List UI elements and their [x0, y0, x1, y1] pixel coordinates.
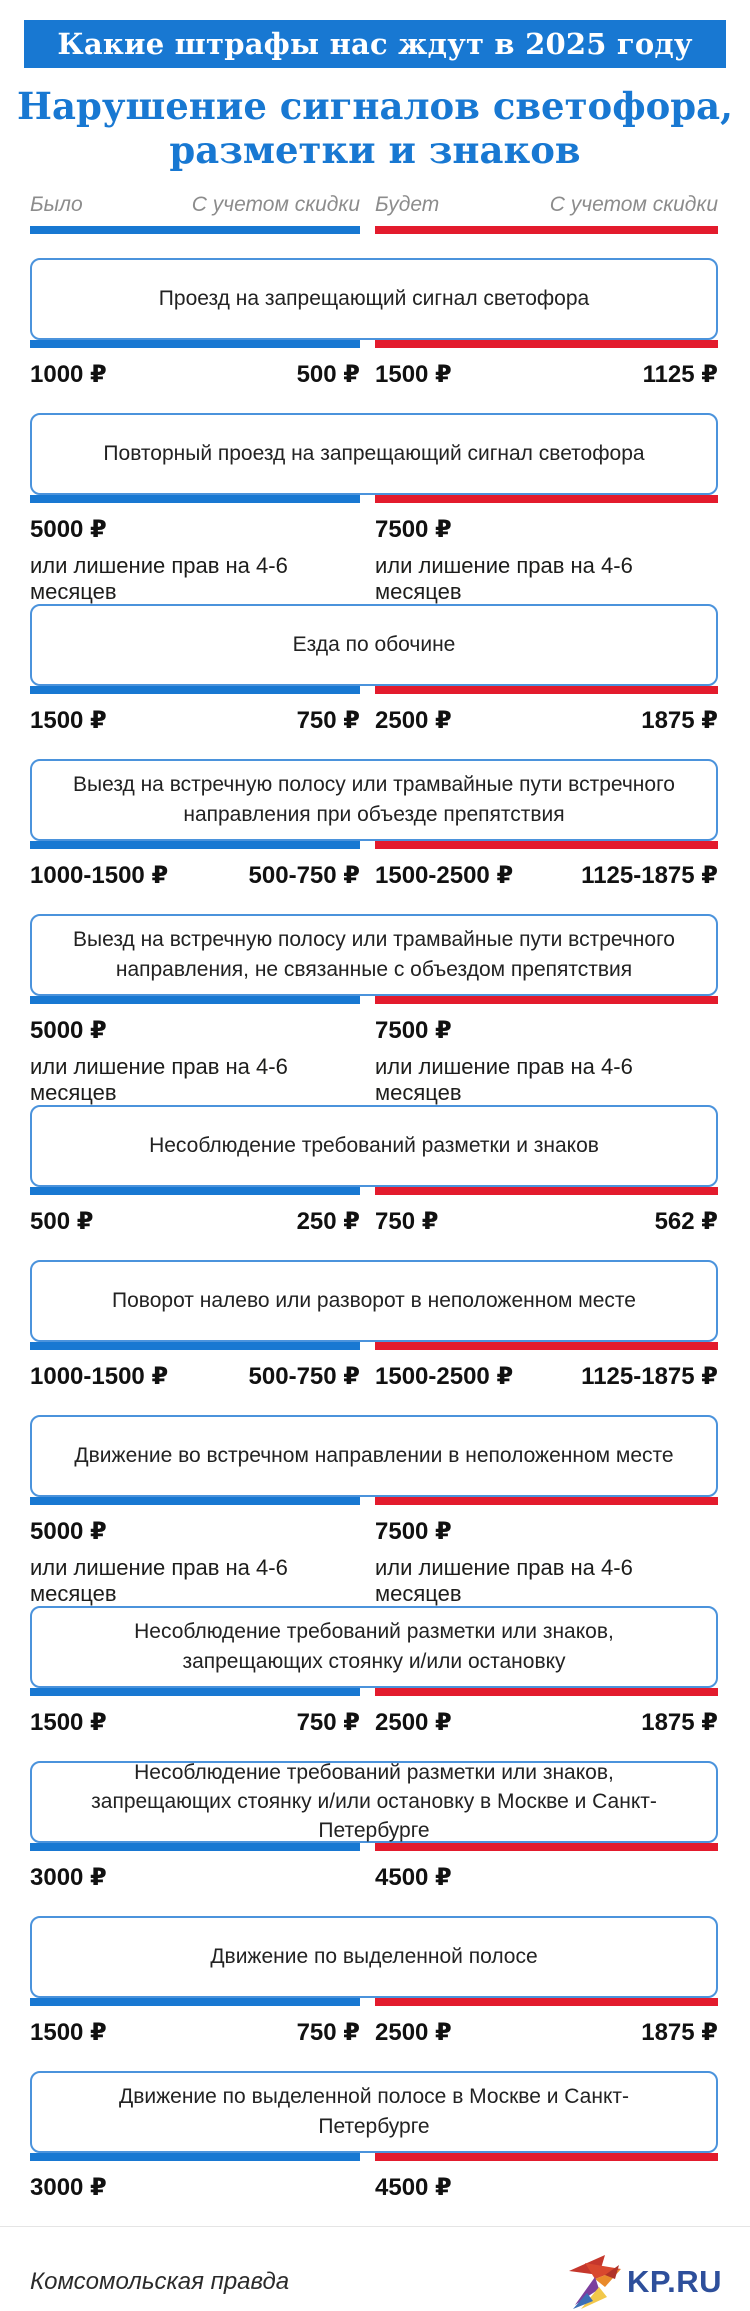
old-fine-value: 1500 ₽ — [30, 706, 107, 734]
new-fine-bar — [375, 841, 718, 849]
col-will-discount-label: С учетом скидки — [549, 192, 718, 216]
fine-title-box — [30, 759, 718, 841]
new-fine-value: 1500-2500 ₽ — [375, 1362, 514, 1390]
new-fine-value: 1500-2500 ₽ — [375, 861, 514, 889]
fine-title: Поворот налево или разворот в неположенном месте — [112, 1289, 636, 1313]
old-fine-bar — [30, 686, 360, 694]
old-fine-discount-value: 500-750 ₽ — [248, 1362, 360, 1390]
old-fine-note: или лишение прав на 4-6 месяцев — [30, 1053, 288, 1105]
new-fine-note: или лишение прав на 4-6 месяцев — [375, 1053, 633, 1105]
old-fine-bar — [30, 340, 360, 348]
fine-card — [30, 1916, 718, 2046]
source-credit: Комсомольская правда — [30, 2267, 290, 2295]
fine-title-box — [30, 1916, 718, 1998]
fine-title-box — [30, 258, 718, 340]
fine-title: Движение по выделенной полосе в Москве и Санкт-Петербурге — [119, 2085, 629, 2138]
cards — [0, 258, 750, 2201]
fine-title-box — [30, 1761, 718, 1843]
fine-values — [30, 706, 718, 734]
new-fine-bar — [375, 1342, 718, 1350]
fine-notes — [30, 1053, 718, 1105]
fine-title-box — [30, 604, 718, 686]
col-will-label: Будет — [375, 192, 440, 216]
new-fine-value: 2500 ₽ — [375, 1708, 452, 1736]
fine-card — [30, 604, 718, 734]
new-fine-value: 7500 ₽ — [375, 1016, 452, 1044]
fine-values — [30, 2173, 718, 2201]
old-fine-discount-value: 500 ₽ — [296, 360, 360, 388]
fine-bars — [30, 2153, 718, 2161]
fine-title: Движение во встречном направлении в неположенном месте — [74, 1444, 674, 1468]
new-fine-bar — [375, 996, 718, 1004]
new-fine-bar — [375, 1998, 718, 2006]
new-fine-discount-value: 1125-1875 ₽ — [581, 1362, 718, 1390]
column-headers — [30, 193, 718, 217]
old-fine-bar — [30, 996, 360, 1004]
fine-title: Проезд на запрещающий сигнал светофора — [158, 287, 590, 311]
fine-card — [30, 1260, 718, 1390]
old-fine-bar — [30, 495, 360, 503]
fine-title: Несоблюдение требований разметки или знаков, запрещающих стоянку и/или остановку в Москве и Санкт-Петербурге — [91, 1760, 657, 1843]
new-fine-bar — [375, 1843, 718, 1851]
old-fine-discount-value: 250 ₽ — [296, 1207, 360, 1235]
old-fine-value: 3000 ₽ — [30, 2173, 107, 2201]
new-fine-discount-value: 1125-1875 ₽ — [581, 861, 718, 889]
new-fine-value: 1500 ₽ — [375, 360, 452, 388]
page-title — [0, 84, 750, 173]
fine-title: Движение по выделенной полосе — [210, 1945, 538, 1969]
fine-values — [30, 1517, 718, 1545]
fine-card — [30, 1606, 718, 1736]
fine-bars — [30, 1187, 718, 1195]
fine-title: Несоблюдение требований разметки или знаков, запрещающих стоянку и/или остановку — [134, 1620, 614, 1673]
fine-card — [30, 1105, 718, 1235]
old-fine-value: 5000 ₽ — [30, 1016, 107, 1044]
fine-title-box — [30, 1260, 718, 1342]
old-fine-value: 1000-1500 ₽ — [30, 1362, 169, 1390]
fine-values — [30, 1863, 718, 1891]
fine-values — [30, 1708, 718, 1736]
fine-bars — [30, 686, 718, 694]
old-fine-value: 1000 ₽ — [30, 360, 107, 388]
old-fine-note: или лишение прав на 4-6 месяцев — [30, 1554, 288, 1606]
fine-card — [30, 1415, 718, 1606]
old-fine-bar — [30, 1187, 360, 1195]
legend-new-bar — [375, 226, 718, 234]
fine-bars — [30, 340, 718, 348]
new-fine-bar — [375, 1497, 718, 1505]
old-fine-value: 3000 ₽ — [30, 1863, 107, 1891]
new-fine-discount-value: 1875 ₽ — [641, 1708, 718, 1736]
old-fine-value: 1500 ₽ — [30, 1708, 107, 1736]
fine-values — [30, 861, 718, 889]
fine-title: Выезд на встречную полосу или трамвайные пути встречного направления при объезде препятствия — [73, 773, 675, 826]
new-fine-discount-value: 1125 ₽ — [642, 360, 718, 388]
fine-bars — [30, 495, 718, 503]
fine-card — [30, 914, 718, 1105]
fine-title-box — [30, 2071, 718, 2153]
old-fine-value: 500 ₽ — [30, 1207, 94, 1235]
old-fine-discount-value: 750 ₽ — [296, 1708, 360, 1736]
fine-title-box — [30, 914, 718, 996]
new-fine-value: 4500 ₽ — [375, 1863, 452, 1891]
new-fine-discount-value: 1875 ₽ — [641, 2018, 718, 2046]
new-fine-bar — [375, 2153, 718, 2161]
fine-card — [30, 2071, 718, 2201]
fine-bars — [30, 1497, 718, 1505]
fine-title-box — [30, 413, 718, 495]
old-fine-discount-value: 750 ₽ — [296, 2018, 360, 2046]
old-fine-bar — [30, 1497, 360, 1505]
new-fine-bar — [375, 1688, 718, 1696]
fine-notes — [30, 1554, 718, 1606]
footer-divider — [0, 2226, 750, 2227]
fine-card — [30, 258, 718, 388]
old-fine-bar — [30, 841, 360, 849]
fine-bars — [30, 1998, 718, 2006]
old-fine-bar — [30, 1688, 360, 1696]
new-fine-bar — [375, 686, 718, 694]
fine-notes — [30, 552, 718, 604]
fine-card — [30, 413, 718, 604]
fine-card — [30, 1761, 718, 1891]
fine-values — [30, 1207, 718, 1235]
fine-title-box — [30, 1606, 718, 1688]
new-fine-value: 750 ₽ — [375, 1207, 439, 1235]
fine-values — [30, 1362, 718, 1390]
fine-card — [30, 759, 718, 889]
legend-bars — [30, 226, 718, 234]
fine-bars — [30, 996, 718, 1004]
fine-title: Повторный проезд на запрещающий сигнал светофора — [103, 442, 645, 466]
fine-title-box — [30, 1105, 718, 1187]
fine-bars — [30, 1342, 718, 1350]
fine-values — [30, 515, 718, 543]
old-fine-bar — [30, 1342, 360, 1350]
new-fine-value: 7500 ₽ — [375, 1517, 452, 1545]
new-fine-value: 2500 ₽ — [375, 706, 452, 734]
old-fine-discount-value: 500-750 ₽ — [248, 861, 360, 889]
footer — [30, 2253, 722, 2311]
fine-bars — [30, 1688, 718, 1696]
old-fine-bar — [30, 1998, 360, 2006]
new-fine-discount-value: 1875 ₽ — [641, 706, 718, 734]
fine-title: Езда по обочине — [292, 633, 456, 657]
top-banner — [24, 20, 726, 68]
old-fine-note: или лишение прав на 4-6 месяцев — [30, 552, 288, 604]
page-title-line1: Нарушение сигналов светофора, — [17, 84, 733, 128]
old-fine-value: 5000 ₽ — [30, 1517, 107, 1545]
old-fine-value: 1500 ₽ — [30, 2018, 107, 2046]
kp-ru-wordmark: KP.RU — [627, 2263, 722, 2299]
fine-values — [30, 1016, 718, 1044]
new-fine-note: или лишение прав на 4-6 месяцев — [375, 1554, 633, 1606]
old-fine-bar — [30, 2153, 360, 2161]
new-fine-discount-value: 562 ₽ — [654, 1207, 718, 1235]
fine-bars — [30, 841, 718, 849]
fine-title: Несоблюдение требований разметки и знаков — [149, 1134, 599, 1158]
fine-values — [30, 360, 718, 388]
fine-values — [30, 2018, 718, 2046]
new-fine-value: 2500 ₽ — [375, 2018, 452, 2046]
old-fine-value: 5000 ₽ — [30, 515, 107, 543]
fine-title: Выезд на встречную полосу или трамвайные пути встречного направления, не связанные с объездом препятствия — [73, 928, 675, 981]
banner-title: Какие штрафы нас ждут в 2025 году — [57, 27, 693, 61]
kp-ru-logo — [565, 2253, 722, 2311]
fine-title-box — [30, 1415, 718, 1497]
new-fine-bar — [375, 340, 718, 348]
legend-old-bar — [30, 226, 360, 234]
new-fine-bar — [375, 495, 718, 503]
col-was-discount-label: С учетом скидки — [191, 192, 360, 216]
new-fine-bar — [375, 1187, 718, 1195]
new-fine-value: 4500 ₽ — [375, 2173, 452, 2201]
page-title-line2: разметки и знаков — [169, 128, 581, 173]
new-fine-note: или лишение прав на 4-6 месяцев — [375, 552, 633, 604]
col-was-label: Было — [30, 192, 83, 216]
old-fine-value: 1000-1500 ₽ — [30, 861, 169, 889]
kp-bird-icon — [565, 2253, 627, 2311]
old-fine-bar — [30, 1843, 360, 1851]
old-fine-discount-value: 750 ₽ — [296, 706, 360, 734]
new-fine-value: 7500 ₽ — [375, 515, 452, 543]
